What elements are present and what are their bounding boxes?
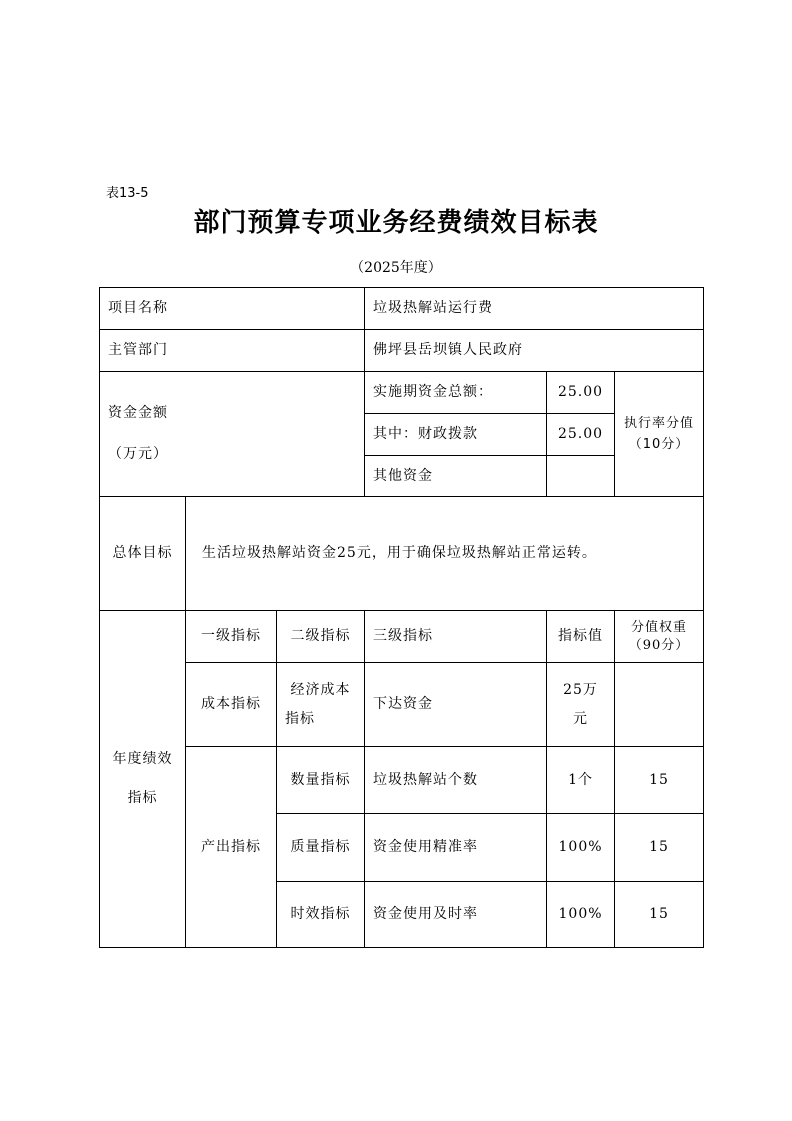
fund-amount-label-line2: （万元） <box>108 446 168 462</box>
header-level1: 一级指标 <box>186 611 277 663</box>
table-row <box>100 497 704 611</box>
header-weight-line2: （90分） <box>628 637 690 653</box>
table-row <box>100 288 704 330</box>
dept-value: 佛坪县岳坝镇人民政府 <box>365 330 704 372</box>
cost-level3: 下达资金 <box>365 663 547 747</box>
cost-weight <box>615 663 704 747</box>
header-level3: 三级指标 <box>365 611 547 663</box>
row-level2: 数量指标 <box>277 747 365 814</box>
annual-indicators-line2: 指标 <box>127 790 158 806</box>
row-level3: 垃圾热解站个数 <box>365 747 547 814</box>
project-name-label: 项目名称 <box>100 288 365 330</box>
header-weight <box>615 611 704 663</box>
other-fund-value <box>547 456 615 497</box>
economic-cost-line2: 指标 <box>285 710 315 727</box>
row-weight: 15 <box>615 814 704 882</box>
row-weight: 15 <box>615 747 704 814</box>
table-row <box>100 747 704 814</box>
row-weight: 15 <box>615 882 704 948</box>
project-name-value: 垃圾热解站运行费 <box>365 288 704 330</box>
cost-value <box>547 663 615 747</box>
row-level3: 资金使用精准率 <box>365 814 547 882</box>
row-value: 100% <box>547 882 615 948</box>
annual-indicators-line1: 年度绩效 <box>112 751 173 767</box>
output-indicator-label: 产出指标 <box>186 747 277 948</box>
year-label: （2025年度） <box>350 260 442 276</box>
fund-amount-label <box>100 372 365 497</box>
dept-label: 主管部门 <box>100 330 365 372</box>
table-number-label: 表13-5 <box>106 186 149 201</box>
cost-value-line1: 25万 <box>563 681 598 698</box>
row-level3: 资金使用及时率 <box>365 882 547 948</box>
economic-cost-label <box>277 663 365 747</box>
table-row <box>100 372 704 414</box>
table-row <box>100 663 704 747</box>
cost-indicator-label: 成本指标 <box>186 663 277 747</box>
economic-cost-line1: 经济成本 <box>290 681 351 698</box>
row-level2: 时效指标 <box>277 882 365 948</box>
other-fund-label: 其他资金 <box>365 456 547 497</box>
exec-score-line1: 执行率分值 <box>624 416 695 431</box>
header-value: 指标值 <box>547 611 615 663</box>
performance-table <box>99 287 704 948</box>
fund-amount-label-line1: 资金金额 <box>108 405 168 421</box>
total-fund-value: 25.00 <box>547 372 615 414</box>
cost-value-line2: 元 <box>573 710 589 727</box>
fiscal-fund-value: 25.00 <box>547 414 615 456</box>
total-fund-label: 实施期资金总额： <box>365 372 547 414</box>
row-level2: 质量指标 <box>277 814 365 882</box>
table-row <box>100 330 704 372</box>
exec-score-line2: （10分） <box>628 437 690 452</box>
header-weight-line1: 分值权重 <box>631 619 688 635</box>
overall-goal-text: 生活垃圾热解站资金25元，用于确保垃圾热解站正常运转。 <box>186 497 704 611</box>
header-level2: 二级指标 <box>277 611 365 663</box>
fiscal-fund-label: 其中：财政拨款 <box>365 414 547 456</box>
overall-goal-label: 总体目标 <box>100 497 186 611</box>
row-value: 100% <box>547 814 615 882</box>
row-value: 1个 <box>547 747 615 814</box>
page-title: 部门预算专项业务经费绩效目标表 <box>193 208 599 238</box>
annual-indicators-label <box>100 611 186 948</box>
exec-score-cell <box>615 372 704 497</box>
table-row <box>100 611 704 663</box>
